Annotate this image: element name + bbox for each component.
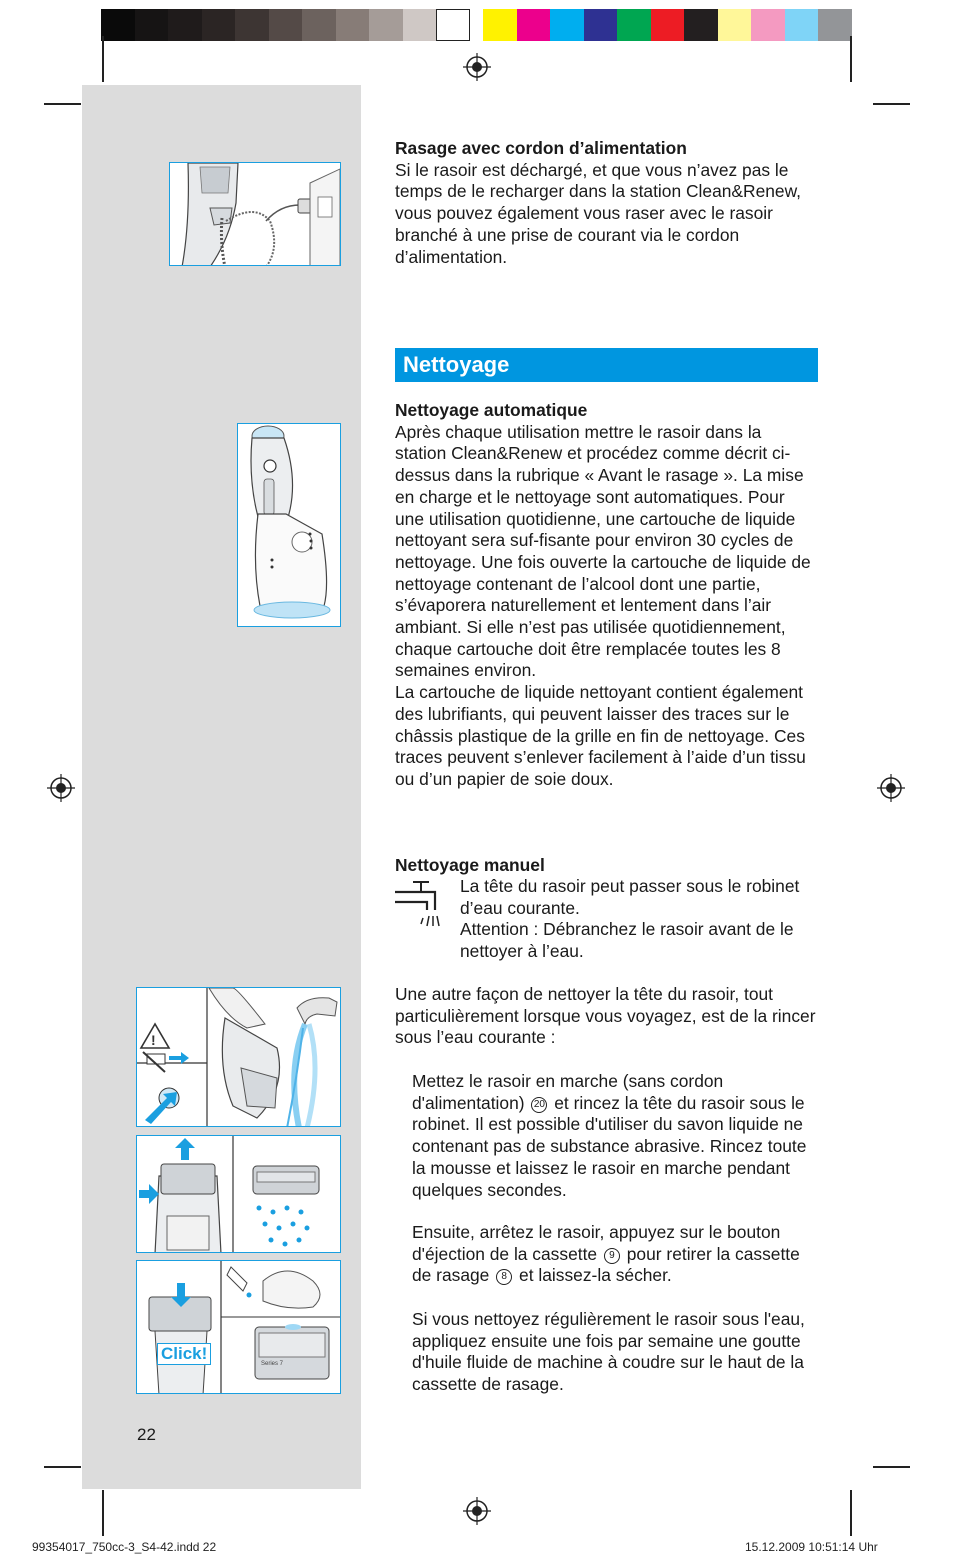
intro-text: Une autre façon de nettoyer la tête du rasoir, tout particulièrement lorsque vous voyagez, est de la rincer sous l’eau courante : bbox=[395, 984, 816, 1048]
ref-number-badge: 8 bbox=[496, 1269, 512, 1285]
eject-cassette-icon bbox=[137, 1136, 341, 1253]
crop-mark bbox=[850, 1490, 852, 1536]
manual-intro bbox=[395, 984, 820, 1049]
section-auto-cleaning bbox=[395, 400, 815, 791]
gray-swatch bbox=[235, 9, 269, 41]
warning-text: Attention : Débranchez le rasoir avant de le nettoyer à l’eau. bbox=[460, 919, 794, 962]
color-swatch bbox=[751, 9, 785, 41]
section-title: Nettoyage manuel bbox=[395, 855, 545, 875]
crop-mark bbox=[102, 1490, 104, 1536]
registration-mark-icon bbox=[463, 53, 491, 81]
crop-mark bbox=[102, 36, 104, 82]
gray-swatch bbox=[369, 9, 403, 41]
ref-number-badge: 9 bbox=[604, 1248, 620, 1264]
tap-instructions bbox=[460, 876, 820, 963]
crop-mark bbox=[44, 1466, 81, 1468]
color-swatch bbox=[550, 9, 584, 41]
gray-swatch bbox=[336, 9, 370, 41]
section-body: Après chaque utilisation mettre le rasoir dans la station Clean&Renew et procédez comme décrit ci-dessus dans la rubrique « Avant le rasage ». La mise en charge et le nettoyage sont automatiques. Pour une utilisation quotidienne, une cartouche de liquide nettoyant sera suf-fisante pour environ 30 cycles de nettoyage. Une fois ouverte la cartouche de liquide de nettoyage contenant de l’alcool dont une partie, s’évaporera naturellement et lentement dans l’air ambiant. Si elle n’est pas utilisée quotidiennement, chaque cartouche doit être remplacée toutes les 8 semaines environ. bbox=[395, 421, 811, 681]
section-manual-title bbox=[395, 855, 815, 877]
illustration-rinse-tap bbox=[136, 987, 341, 1127]
series-label: Series 7 bbox=[261, 1361, 284, 1367]
gray-swatch bbox=[135, 9, 169, 41]
gray-swatch bbox=[403, 9, 437, 41]
step-eject bbox=[412, 1222, 817, 1287]
step-oil bbox=[412, 1309, 817, 1396]
section-title: Nettoyage automatique bbox=[395, 400, 588, 420]
footer-timestamp: 15.12.2009 10:51:14 Uhr bbox=[745, 1540, 878, 1554]
registration-mark-icon bbox=[463, 1497, 491, 1525]
click-label: Click! bbox=[157, 1343, 211, 1365]
color-swatch bbox=[818, 9, 852, 41]
illustration-shaver-cord bbox=[169, 162, 341, 266]
clean-renew-station-icon bbox=[238, 424, 341, 627]
registration-mark-icon bbox=[47, 774, 75, 802]
gray-swatch bbox=[302, 9, 336, 41]
gray-swatch bbox=[168, 9, 202, 41]
step-rinse bbox=[412, 1071, 817, 1201]
gray-swatch bbox=[101, 9, 135, 41]
section-title: Rasage avec cordon d’alimentation bbox=[395, 138, 687, 158]
ref-number-badge: 20 bbox=[531, 1097, 547, 1113]
color-swatch bbox=[617, 9, 651, 41]
gray-swatch bbox=[269, 9, 303, 41]
crop-mark bbox=[850, 36, 852, 82]
crop-mark bbox=[873, 103, 910, 105]
step-text: Ensuite, arrêtez le rasoir, appuyez sur le bouton d'éjection de la cassette bbox=[412, 1222, 781, 1264]
gray-swatch bbox=[202, 9, 236, 41]
step-text: et laissez-la sécher. bbox=[519, 1265, 672, 1286]
illustration-eject-cassette bbox=[136, 1135, 341, 1253]
color-swatch bbox=[785, 9, 819, 41]
water-tap-icon bbox=[395, 878, 447, 928]
section-body-2: La cartouche de liquide nettoyant contient également des lubrifiants, qui peuvent laisser des traces sur le châssis plastique de la grille en fin de nettoyage. Ces traces peuvent s’enlever facilement à l’aide d’un tissu ou d’un papier de soie doux. bbox=[395, 682, 806, 789]
crop-mark bbox=[873, 1466, 910, 1468]
tap-text: La tête du rasoir peut passer sous le robinet d’eau courante. bbox=[460, 876, 800, 918]
color-swatch bbox=[584, 9, 618, 41]
gray-swatch bbox=[436, 9, 470, 41]
illustration-clean-renew-station bbox=[237, 423, 341, 627]
color-swatch bbox=[483, 9, 517, 41]
step-text: Si vous nettoyez régulièrement le rasoir sous l'eau, appliquez ensuite une fois par semaine une goutte d'huile fluide de machine à coudre sur le haut de la cassette de rasage. bbox=[412, 1309, 805, 1395]
color-swatch bbox=[718, 9, 752, 41]
footer-filename: 99354017_750cc-3_S4-42.indd 22 bbox=[32, 1540, 217, 1554]
color-swatch bbox=[651, 9, 685, 41]
page-heading: Nettoyage bbox=[403, 352, 510, 377]
section-cord-shaving bbox=[395, 138, 815, 268]
registration-mark-icon bbox=[877, 774, 905, 802]
illustration-oil-cassette bbox=[136, 1260, 341, 1394]
section-body: Si le rasoir est déchargé, et que vous n’avez pas le temps de le recharger dans la station Clean&Renew, vous pouvez également vous raser avec le rasoir branché à une prise de courant via le cordon d’alimentation. bbox=[395, 159, 802, 267]
rinse-tap-icon bbox=[137, 988, 341, 1127]
oil-cassette-icon bbox=[137, 1261, 341, 1394]
step-text: pour retirer la cassette de rasage bbox=[412, 1243, 800, 1286]
page-number: 22 bbox=[137, 1425, 156, 1444]
color-swatch bbox=[684, 9, 718, 41]
crop-mark bbox=[44, 103, 81, 105]
step-text: et rincez la tête du rasoir sous le robinet. Il est possible d'utiliser du savon liquide ne contenant pas de substance abrasive. Rincez toute la mousse et laissez le rasoir en marche pendant quelques secondes. bbox=[412, 1092, 807, 1200]
svg-text:!: ! bbox=[151, 1032, 156, 1048]
step-text: Mettez le rasoir en marche (sans cordon d'alimentation) bbox=[412, 1071, 724, 1113]
shaver-cord-icon bbox=[170, 163, 341, 266]
color-swatch bbox=[517, 9, 551, 41]
